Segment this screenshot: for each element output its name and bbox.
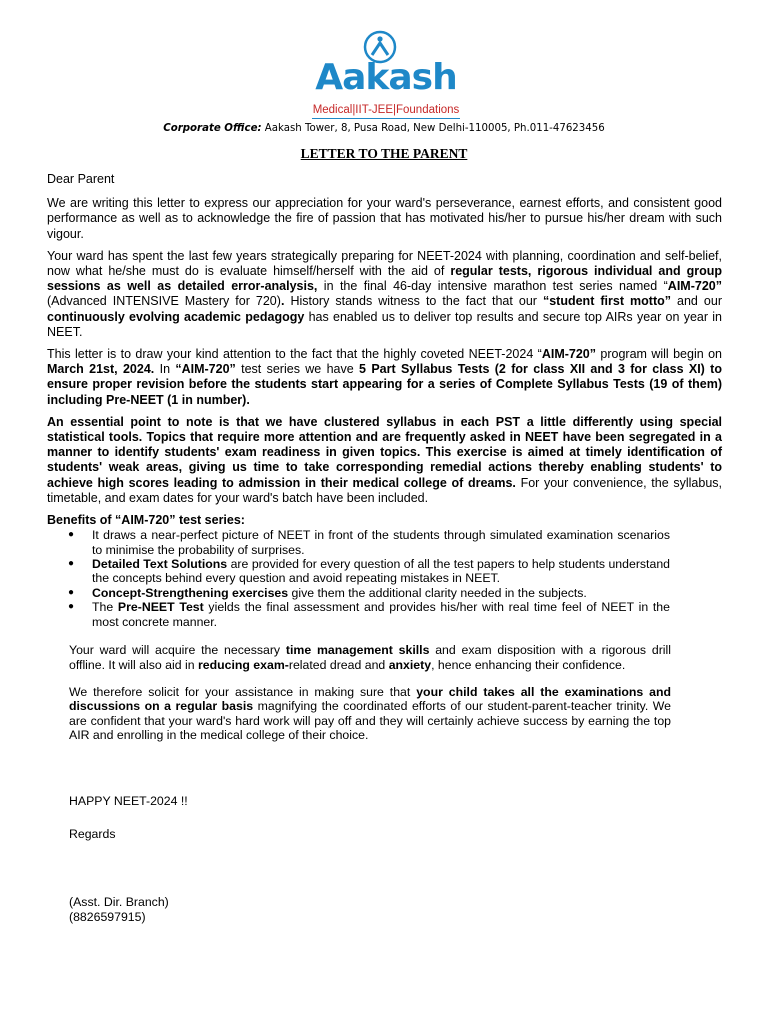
closing-paragraphs xyxy=(47,643,671,742)
corporate-office-line xyxy=(0,123,768,134)
paragraph-assistance: We therefore solicit for your assistance in making sure that your child takes all the examinations and discussions on a regular basis magnifying the coordinated efforts of our student-parent-teacher trinity. We are confident that your ward's hard work will pay off and they will certainly achieve success by earning the top AIR and enrolling in the medical college of their choice. xyxy=(69,684,671,743)
benefits-list xyxy=(47,528,670,629)
regards: Regards xyxy=(69,826,116,841)
benefit-item: ● Detailed Text Solutions are provided for every question of all the test papers to help students understand the concepts behind every question and avoid repeating mistakes in NEET. xyxy=(68,557,670,586)
letter-title: LETTER TO THE PARENT xyxy=(300,146,468,161)
letter-body xyxy=(47,172,722,756)
corporate-office-address: Aakash Tower, 8, Pusa Road, New Delhi-110005, Ph.011-47623456 xyxy=(261,123,605,134)
paragraph-appreciation: We are writing this letter to express our appreciation for your ward's perseverance, earnest efforts, and consistent good performance as well as to acknowledge the fire of passion that has motivated his/her to pursue his/her dream with such vigour. xyxy=(47,196,722,241)
signatory: (Asst. Dir. Branch) xyxy=(69,895,169,909)
signatory-phone: (8826597915) xyxy=(69,909,146,924)
logo-wordmark: Aakash xyxy=(315,57,457,98)
benefit-item: ● It draws a near-perfect picture of NEET in front of the students through simulated examination scenarios to minimise the probability of surprises. xyxy=(68,528,670,557)
bullet-icon: ● xyxy=(68,601,75,613)
paragraph-preparation: Your ward has spent the last few years strategically preparing for NEET-2024 with planning, coordination and self-belief, now what he/she must do is evaluate himself/herself with the aid of regular tests, rigorous individual and group sessions as well as detailed error-analysis, in the final 46-day intensive marathon test series named “AIM-720” (Advanced INTENSIVE Mastery for 720). History stands witness to the fact that our “student first motto” and our continuously evolving academic pedagogy has enabled us to deliver top results and secure top AIRs year on year in NEET. xyxy=(47,248,723,339)
aakash-logo xyxy=(306,30,466,122)
bullet-icon: ● xyxy=(68,529,75,541)
logo-tagline: Medical|IIT-JEE|Foundations xyxy=(312,104,460,116)
salutation: Dear Parent xyxy=(47,172,115,186)
letter-closing xyxy=(69,794,188,924)
bullet-icon: ● xyxy=(68,586,75,598)
logo-divider xyxy=(312,118,460,119)
paragraph-time-management: Your ward will acquire the necessary time management skills and exam disposition with a rigorous drill offline. It will also aid in reducing exam-related dread and anxiety, hence enhancing their confidence. xyxy=(69,643,671,672)
benefit-item: ● Concept-Strengthening exercises give them the additional clarity needed in the subjects. xyxy=(68,585,587,600)
paragraph-syllabus-clustering: An essential point to note is that we have clustered syllabus in each PST a little differently using special statistical tools. Topics that require more attention and are frequently asked in NEET have been segregated in a manner to identify students' exam readiness in given topics. This exercise is aimed at timely identification of students' weak areas, giving us time to take corresponding remedial actions thereby enabling students' to achieve high scores leading to admission in their medical college of dreams. For your convenience, the syllabus, timetable, and exam dates for your ward's batch have been included. xyxy=(47,414,722,505)
benefit-item: ● The Pre-NEET Test yields the final assessment and provides his/her with real time feel of NEET in the most concrete manner. xyxy=(68,600,670,629)
neet-wish: HAPPY NEET-2024 !! xyxy=(69,794,188,808)
benefits-heading: Benefits of “AIM-720” test series: xyxy=(47,513,245,528)
corporate-office-label: Corporate Office: xyxy=(163,123,262,134)
bullet-icon: ● xyxy=(68,558,75,570)
paragraph-program-start: This letter is to draw your kind attention to the fact that the highly coveted NEET-2024 “AIM-720” program will begin on March 21st, 2024. In “AIM-720” test series we have 5 Part Syllabus Tests (2 for class XII and 3 for class XI) to ensure proper revision before the students start appearing for a series of Complete Syllabus Tests (19 of them) including Pre-NEET (1 in number). xyxy=(47,347,722,407)
